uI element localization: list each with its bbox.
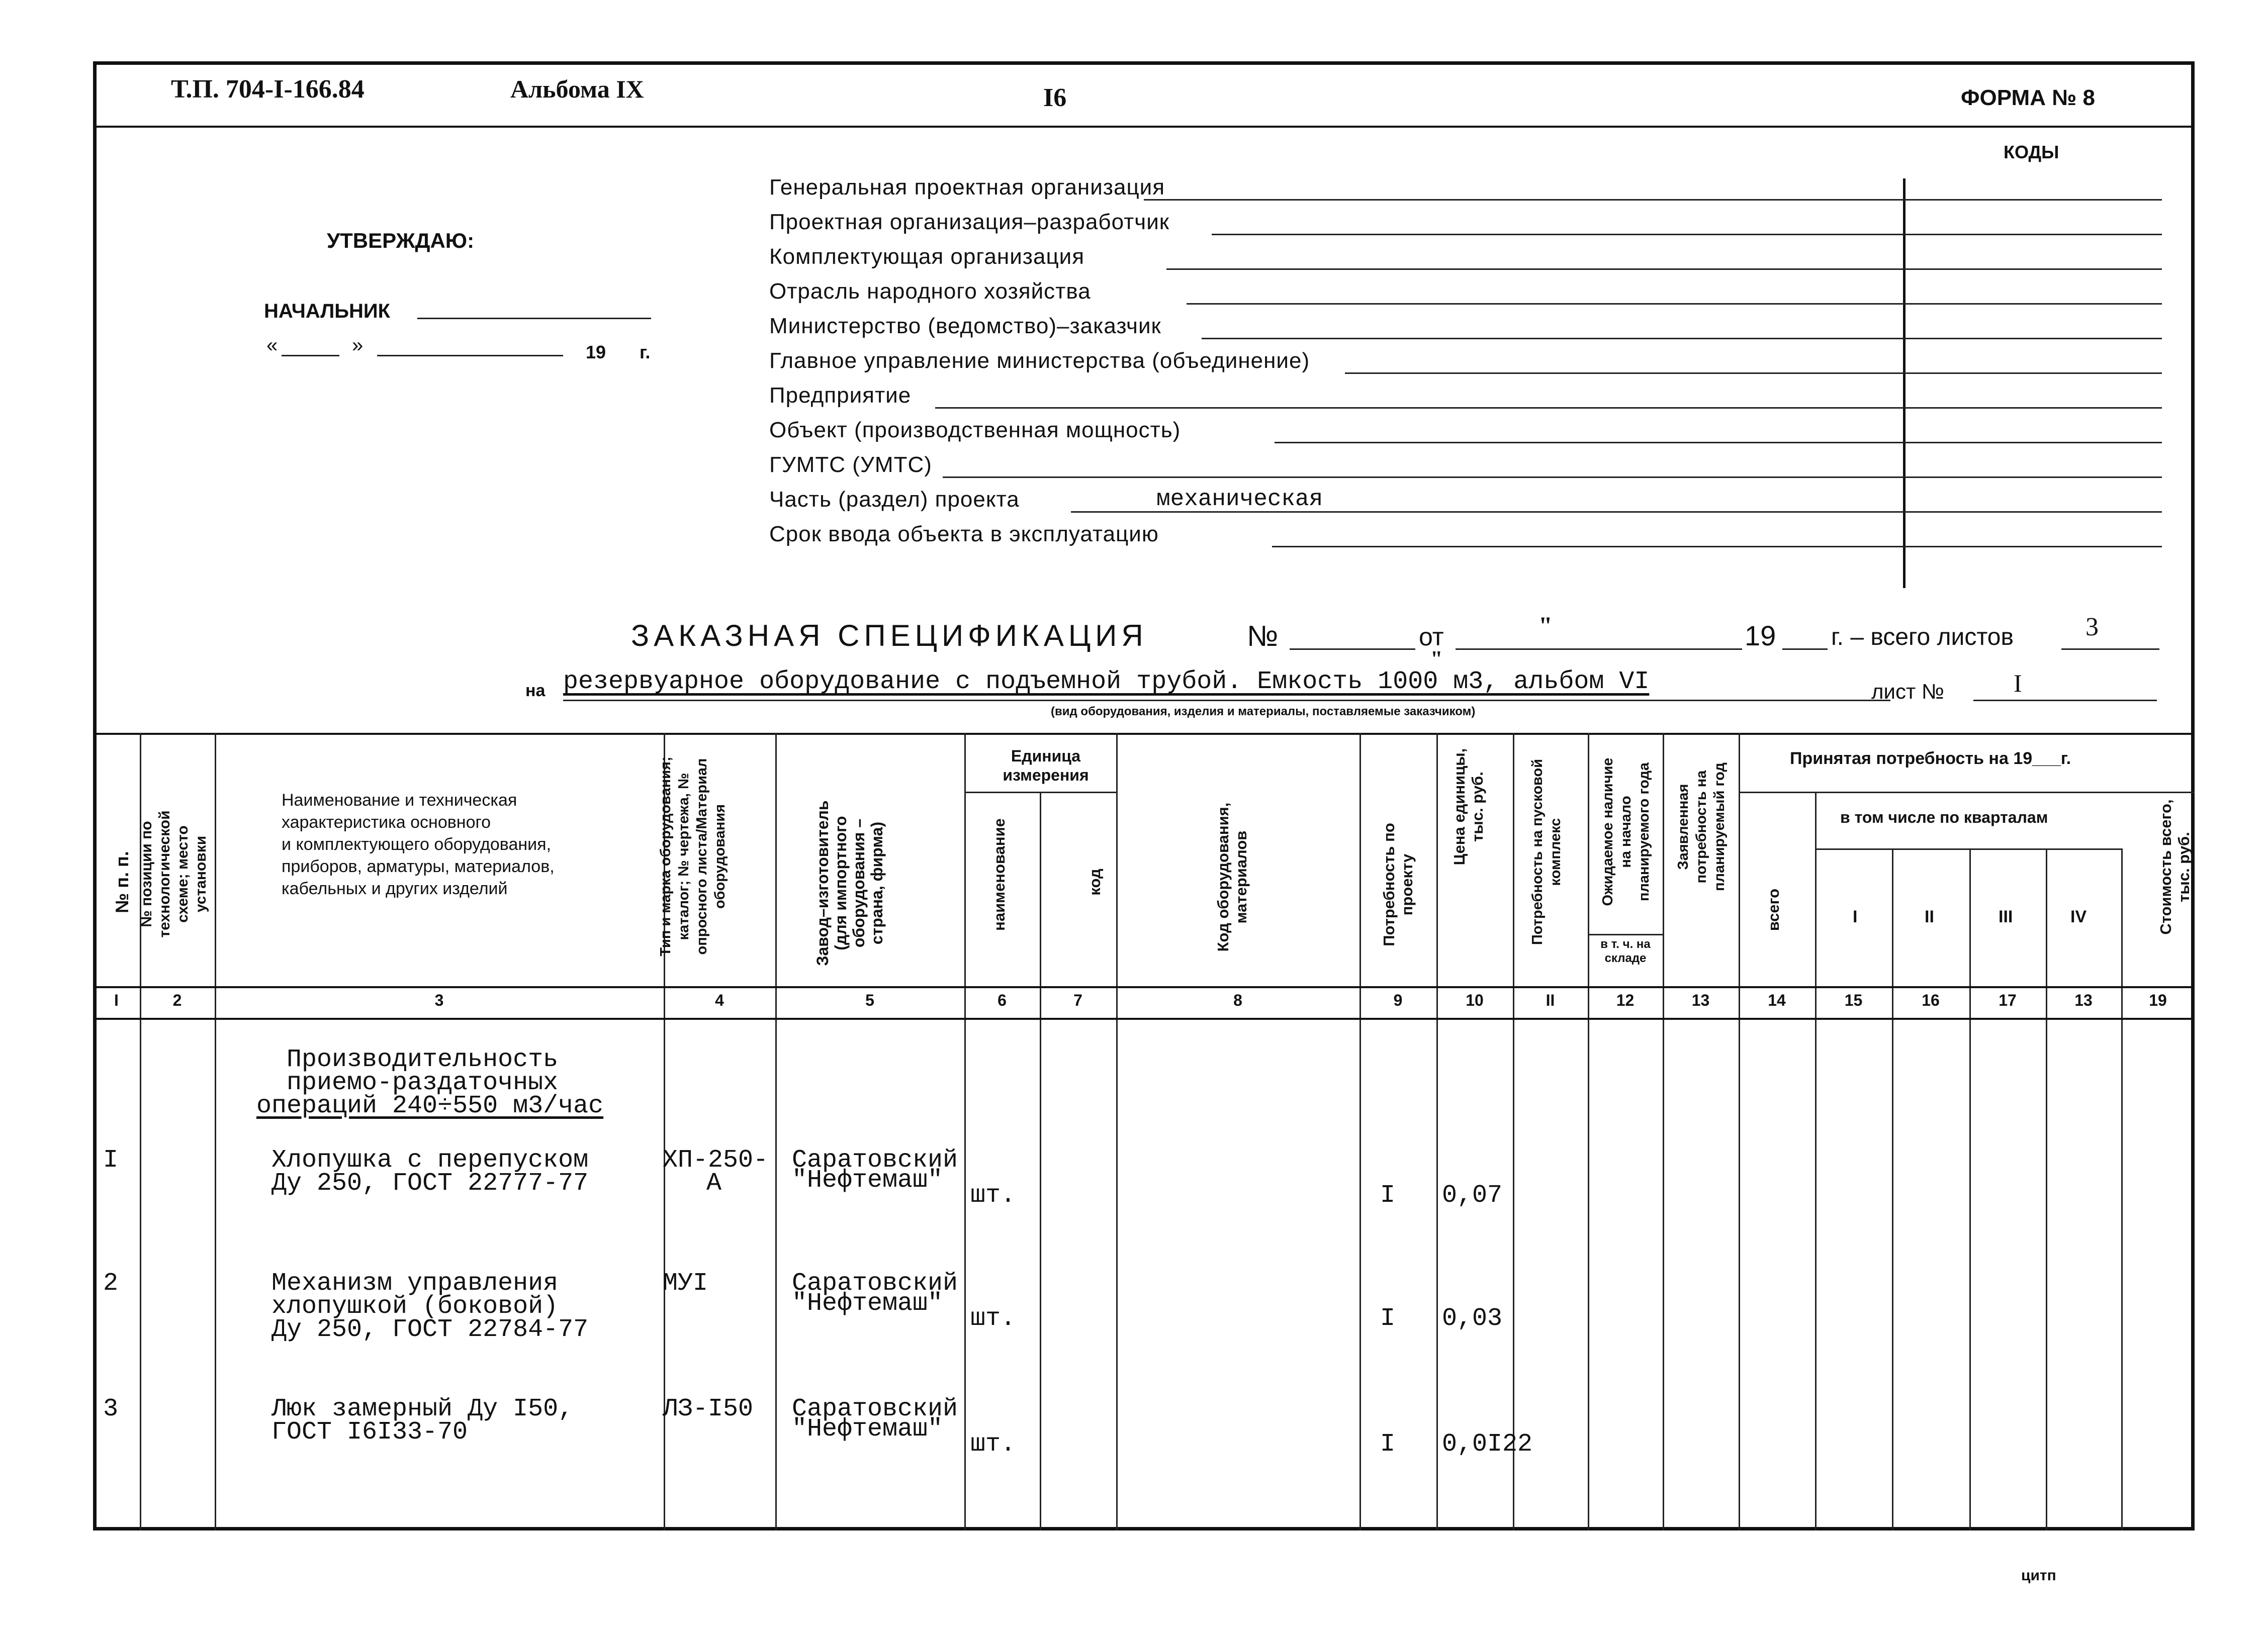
column-divider [1040,792,1041,1531]
org-field-label: Главное управление министерства (объединение) [769,348,1310,373]
spec-year-label: 19 [1745,620,1776,651]
col-12-sub-header: в т. ч. на складе [1600,937,1651,965]
row-maker-line: "Нефтемаш" [792,1289,943,1318]
page-number: I6 [1043,83,1067,112]
row-name-line: Механизм управления [271,1269,559,1298]
row-unit: шт. [970,1304,1016,1333]
col-3-header-line: Наименование и техническая [282,791,517,810]
col-9-header: Потребность по проекту [1380,823,1416,946]
column-number: 12 [1616,991,1635,1009]
column-divider [2121,848,2123,1531]
org-field-value: механическая [1156,486,1323,512]
chief-label: НАЧАЛЬНИК [264,300,391,322]
col-17-header: III [1999,907,2013,926]
col-12-sub-line [1588,934,1663,935]
col-3-header-line: и комплектующего оборудования, [282,835,552,854]
date-month-line [377,355,563,356]
column-number: II [1546,991,1555,1009]
row-unit-price: 0,07 [1442,1181,1503,1210]
col-1-header: № п. п. [112,851,132,913]
spec-quote-open: " [1538,611,1553,639]
col-11-header: Потребность на пусковой комплекс [1529,758,1564,945]
spec-subject: резервуарное оборудование с подъемной трубой. Емкость 1000 м3, альбом VI [563,667,1650,696]
header-divider [93,126,2195,128]
date-year-suffix: г. [640,342,651,362]
spec-from-label: от [1419,623,1444,651]
column-divider [1436,733,1438,1531]
org-field-line [1166,268,2162,270]
spec-subject-line [563,700,1890,701]
org-field-label: Генеральная проектная организация [769,175,1165,200]
col-2-header: № позиции по технологической схеме; место установки [138,810,209,938]
row-name-line: Хлопушка с перепуском [271,1146,589,1175]
column-number: 7 [1073,991,1082,1009]
col-6-header: наименование [990,818,1008,931]
org-field-line [1187,303,2162,305]
column-divider [1359,733,1361,1531]
column-number: 13 [2074,991,2093,1009]
form-number: ФОРМА № 8 [1961,85,2095,110]
accepted-group-header: Принятая потребность на 19___г. [1790,749,2071,768]
column-number: 17 [1999,991,2017,1009]
col-3-header-lines [282,789,555,900]
org-field-label: ГУМТС (УМТС) [769,452,932,477]
row-type-line: ХП-250- [663,1146,769,1175]
col-5-header: Завод–изготовитель (для импортного оборудования –страна, фирма) [813,800,886,966]
row-maker-line: Саратовский [792,1146,958,1175]
org-field-line [1275,442,2162,443]
column-number: 10 [1466,991,1484,1009]
org-field-line [1202,338,2162,339]
spec-date-line [1456,648,1742,650]
row-quantity: I [1380,1304,1396,1333]
row-name-line: Производительность [287,1045,559,1074]
org-field-label: Комплектующая организация [769,244,1085,269]
column-divider [1116,733,1118,1531]
org-field-label: Министерство (ведомство)–заказчик [769,314,1161,338]
row-number: I [103,1146,119,1175]
album-label: Альбома IX [510,75,644,103]
spec-year-line [1782,648,1828,650]
spec-year-suffix: г. – всего листов [1831,624,2014,650]
unit-group-line [964,792,1116,793]
column-number: 6 [997,991,1007,1009]
quarters-group-line [1815,848,2121,850]
row-name-line: операций 240÷550 м3/час [256,1092,604,1120]
column-numbers-top [93,986,2195,988]
sheet-number-line [1973,700,2157,701]
column-divider [1513,733,1514,1531]
column-numbers-bottom [93,1018,2195,1020]
col-8-header: Код оборудования, материалов [1214,802,1250,952]
column-number: 9 [1393,991,1403,1009]
row-name-line: ГОСТ I6I33-70 [271,1418,468,1447]
org-field-line [1144,199,2162,201]
column-number: 8 [1233,991,1242,1009]
org-field-line [1272,546,2162,547]
column-divider [964,733,966,1531]
row-unit-price: 0,0I22 [1442,1430,1533,1459]
org-field-line [1212,234,2162,235]
column-number: 5 [865,991,874,1009]
spec-total-sheets: 3 [2085,613,2099,641]
col-16-header: II [1925,907,1934,926]
row-name-line: хлопушкой (боковой) [271,1292,559,1321]
col-3-header [282,789,555,900]
col-13-header: Заявленная потребность на планируемый год [1675,762,1728,891]
col-3-header-line: характеристика основного [282,813,491,832]
col-12-header: Ожидаемое наличие на начало планируемого года [1600,757,1652,906]
org-field-label: Часть (раздел) проекта [769,487,1020,512]
row-maker-line: "Нефтемаш" [792,1415,943,1444]
col-14-header: всего [1765,888,1782,931]
row-unit-price: 0,03 [1442,1304,1503,1333]
date-year-prefix: 19 [586,342,606,362]
column-divider [1969,848,1971,1531]
spec-quote-close: " [1430,646,1443,671]
column-number: 2 [172,991,182,1009]
column-divider [1588,733,1589,1531]
column-divider [215,733,216,1531]
org-field-line [943,476,2162,478]
col-7-header: код [1086,869,1104,896]
date-day-line [282,355,339,356]
row-number: 3 [103,1395,119,1423]
spec-number-line [1290,648,1415,650]
col-19-header: Стоимость всего, тыс. руб. [2157,799,2193,935]
col-3-header-line: приборов, арматуры, материалов, [282,857,555,876]
org-field-label: Проектная организация–разработчик [769,210,1170,234]
row-type-line: ЛЗ-I50 [663,1395,754,1423]
org-field-label: Объект (производственная мощность) [769,418,1181,442]
column-number: 13 [1691,991,1710,1009]
spec-number-label: № [1247,620,1279,652]
row-number: 2 [103,1269,119,1298]
spec-title: ЗАКАЗНАЯ СПЕЦИФИКАЦИЯ [631,619,1148,652]
spec-subject-caption: (вид оборудования, изделия и материалы, поставляемые заказчиком) [1051,705,1476,718]
column-number: 15 [1844,991,1863,1009]
unit-group-header: Единица измерения [1003,747,1089,784]
codes-column-divider [1903,178,1906,588]
column-divider [1815,792,1817,1531]
row-type-line: А [706,1169,722,1198]
row-unit: шт. [970,1181,1016,1210]
quarters-group-header: в том числе по кварталам [1840,808,2048,826]
row-unit: шт. [970,1430,1016,1459]
row-quantity: I [1380,1181,1396,1210]
row-maker-line: "Нефтемаш" [792,1166,943,1195]
col-18-header: IV [2070,907,2087,926]
row-maker-line: Саратовский [792,1395,958,1423]
column-number: 14 [1768,991,1786,1009]
approval-title: УТВЕРЖДАЮ: [327,229,475,252]
column-divider [775,733,777,1531]
col-4-header: Тип и марка оборудования; каталог; № чертежа, № опросного листа/Материал оборудования [658,756,728,957]
footer-mark: цитп [2021,1567,2056,1584]
date-open-quote: « [266,334,278,356]
row-name-line: Люк замерный Ду I50, [271,1395,574,1423]
row-name-line: Ду 250, ГОСТ 22777-77 [271,1169,589,1198]
column-number: 16 [1922,991,1940,1009]
sheet-label: лист № [1871,680,1944,703]
codes-label: КОДЫ [2004,142,2059,162]
accepted-group-line [1739,792,2195,793]
org-field-line [1345,372,2162,374]
org-field-label: Предприятие [769,383,912,408]
row-name-line: приемо-раздаточных [287,1069,559,1097]
row-name-line: Ду 250, ГОСТ 22784-77 [271,1315,589,1344]
org-field-line [935,407,2162,409]
column-number: 4 [715,991,724,1009]
row-type-line: МУI [663,1269,708,1298]
column-number: 19 [2149,991,2167,1009]
spec-total-sheets-line [2061,648,2159,650]
org-field-label: Отрасль народного хозяйства [769,279,1091,304]
column-number: I [114,991,119,1009]
table-top-border [93,733,2195,735]
date-close-quote: » [352,334,364,356]
spec-on-label: на [525,681,546,700]
col-15-header: I [1853,907,1858,926]
column-divider [2046,848,2047,1531]
column-divider [1892,848,1893,1531]
org-field-label: Срок ввода объекта в эксплуатацию [769,522,1159,546]
row-maker-line: Саратовский [792,1269,958,1298]
col-3-header-line: кабельных и других изделий [282,879,508,898]
doc-code: Т.П. 704-I-166.84 [171,75,365,104]
row-quantity: I [1380,1430,1396,1459]
column-number: 3 [434,991,444,1009]
col-10-header: Цена единицы, тыс. руб. [1450,748,1486,866]
chief-signature-line [417,318,651,319]
sheet-number: I [2014,669,2022,697]
